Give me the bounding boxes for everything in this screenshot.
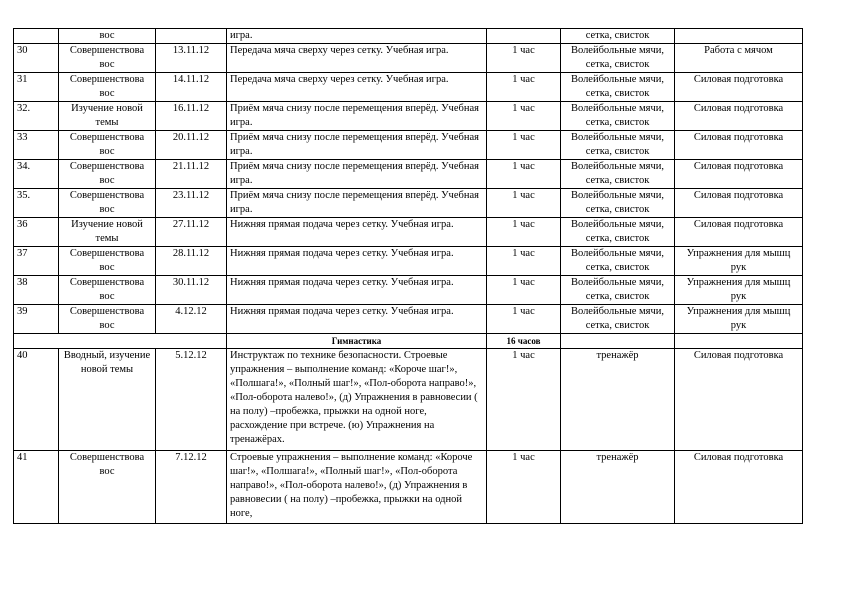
lesson-date-cell: 14.11.12 bbox=[156, 73, 227, 102]
lesson-number-cell: 37 bbox=[14, 247, 59, 276]
lesson-note-cell: Силовая подготовка bbox=[675, 102, 803, 131]
lesson-date-cell: 13.11.12 bbox=[156, 44, 227, 73]
lesson-note-cell: Упражнения для мышц рук bbox=[675, 247, 803, 276]
lesson-hours-cell: 1 час bbox=[487, 160, 561, 189]
lesson-topic-cell: Приём мяча снизу после перемещения вперёд. Учебная игра. bbox=[227, 102, 487, 131]
lesson-type-cell: Совершенствова вос bbox=[59, 131, 156, 160]
lesson-type-cell: Совершенствова вос bbox=[59, 160, 156, 189]
lesson-number-cell: 40 bbox=[14, 349, 59, 451]
lesson-hours-cell bbox=[487, 29, 561, 44]
lesson-hours-cell: 1 час bbox=[487, 276, 561, 305]
lesson-date-cell: 16.11.12 bbox=[156, 102, 227, 131]
lesson-hours-cell: 1 час bbox=[487, 44, 561, 73]
lesson-number-cell: 36 bbox=[14, 218, 59, 247]
table-row bbox=[14, 349, 803, 451]
empty-cell bbox=[561, 334, 675, 349]
lesson-topic-cell: Нижняя прямая подача через сетку. Учебная игра. bbox=[227, 247, 487, 276]
lesson-note-cell: Упражнения для мышц рук bbox=[675, 305, 803, 334]
lesson-equipment-cell: тренажёр bbox=[561, 451, 675, 524]
lesson-hours-cell: 1 час bbox=[487, 218, 561, 247]
section-row bbox=[14, 334, 803, 349]
lesson-type-cell: Вводный, изучение новой темы bbox=[59, 349, 156, 451]
lesson-number-cell: 32. bbox=[14, 102, 59, 131]
lesson-type-cell: Изучение новой темы bbox=[59, 102, 156, 131]
lesson-date-cell: 27.11.12 bbox=[156, 218, 227, 247]
lesson-equipment-cell: Волейбольные мячи, сетка, свисток bbox=[561, 102, 675, 131]
table-row bbox=[14, 160, 803, 189]
lesson-note-cell bbox=[675, 29, 803, 44]
lesson-topic-cell: Передача мяча сверху через сетку. Учебная игра. bbox=[227, 73, 487, 102]
table-row bbox=[14, 44, 803, 73]
lesson-topic-cell: Нижняя прямая подача через сетку. Учебная игра. bbox=[227, 218, 487, 247]
lesson-date-cell: 5.12.12 bbox=[156, 349, 227, 451]
lesson-type-cell: Изучение новой темы bbox=[59, 218, 156, 247]
lesson-number-cell: 39 bbox=[14, 305, 59, 334]
lesson-topic-cell: Нижняя прямая подача через сетку. Учебная игра. bbox=[227, 305, 487, 334]
section-title: Гимнастика bbox=[227, 334, 487, 349]
table-row bbox=[14, 102, 803, 131]
table-row bbox=[14, 189, 803, 218]
lesson-type-cell: Совершенствова вос bbox=[59, 189, 156, 218]
lesson-topic-cell: Инструктаж по технике безопасности. Строевые упражнения – выполнение команд: «Короче шаг!», «Полшага!», «Полный шаг!», «Пол-оборота направо!», «Пол-оборота налево!», (д) Упражнения в равновесии ( на полу) –пробежка, прыжки на одной ноге, расхождение при встрече. (ю) Упражнения на тренажёрах. bbox=[227, 349, 487, 451]
lesson-note-cell: Силовая подготовка bbox=[675, 73, 803, 102]
lesson-number-cell: 31 bbox=[14, 73, 59, 102]
lesson-note-cell: Силовая подготовка bbox=[675, 131, 803, 160]
lesson-equipment-cell: Волейбольные мячи, сетка, свисток bbox=[561, 218, 675, 247]
lesson-date-cell: 30.11.12 bbox=[156, 276, 227, 305]
lesson-type-cell: Совершенствова вос bbox=[59, 276, 156, 305]
lesson-type-cell: Совершенствова вос bbox=[59, 44, 156, 73]
lesson-topic-cell: Строевые упражнения – выполнение команд: «Короче шаг!», «Полшага!», «Полный шаг!», «Пол-оборота направо!», «Пол-оборота налево!», (д) Упражнения в равновесии ( на полу) –пробежка, прыжки на одной ноге, bbox=[227, 451, 487, 524]
lesson-type-cell: Совершенствова вос bbox=[59, 451, 156, 524]
lesson-equipment-cell: Волейбольные мячи, сетка, свисток bbox=[561, 189, 675, 218]
table-row bbox=[14, 218, 803, 247]
lesson-topic-cell: Нижняя прямая подача через сетку. Учебная игра. bbox=[227, 276, 487, 305]
lesson-note-cell: Силовая подготовка bbox=[675, 349, 803, 451]
table-row bbox=[14, 276, 803, 305]
lesson-type-cell: Совершенствова вос bbox=[59, 247, 156, 276]
lesson-equipment-cell: Волейбольные мячи, сетка, свисток bbox=[561, 131, 675, 160]
lesson-number-cell: 41 bbox=[14, 451, 59, 524]
lesson-date-cell: 20.11.12 bbox=[156, 131, 227, 160]
lesson-hours-cell: 1 час bbox=[487, 349, 561, 451]
lesson-type-cell: Совершенствова вос bbox=[59, 305, 156, 334]
lesson-number-cell: 33 bbox=[14, 131, 59, 160]
lesson-hours-cell: 1 час bbox=[487, 247, 561, 276]
table-row bbox=[14, 131, 803, 160]
lesson-date-cell: 7.12.12 bbox=[156, 451, 227, 524]
lesson-equipment-cell: Волейбольные мячи, сетка, свисток bbox=[561, 73, 675, 102]
lesson-number-cell: 30 bbox=[14, 44, 59, 73]
lesson-hours-cell: 1 час bbox=[487, 189, 561, 218]
lesson-number-cell: 38 bbox=[14, 276, 59, 305]
lesson-date-cell: 4.12.12 bbox=[156, 305, 227, 334]
lesson-note-cell: Силовая подготовка bbox=[675, 160, 803, 189]
lesson-date-cell bbox=[156, 29, 227, 44]
table-row bbox=[14, 451, 803, 524]
empty-cell bbox=[14, 334, 227, 349]
lesson-equipment-cell: Волейбольные мячи, сетка, свисток bbox=[561, 44, 675, 73]
lesson-note-cell: Силовая подготовка bbox=[675, 451, 803, 524]
lesson-equipment-cell: Волейбольные мячи, сетка, свисток bbox=[561, 305, 675, 334]
lesson-hours-cell: 1 час bbox=[487, 131, 561, 160]
lesson-topic-cell: Передача мяча сверху через сетку. Учебная игра. bbox=[227, 44, 487, 73]
lesson-hours-cell: 1 час bbox=[487, 102, 561, 131]
lesson-note-cell: Силовая подготовка bbox=[675, 189, 803, 218]
lesson-note-cell: Упражнения для мышц рук bbox=[675, 276, 803, 305]
table-row bbox=[14, 247, 803, 276]
table-row bbox=[14, 305, 803, 334]
lesson-type-cell: Совершенствова вос bbox=[59, 73, 156, 102]
lesson-plan-table bbox=[13, 28, 803, 524]
lesson-note-cell: Силовая подготовка bbox=[675, 218, 803, 247]
lesson-note-cell: Работа с мячом bbox=[675, 44, 803, 73]
lesson-number-cell: 35. bbox=[14, 189, 59, 218]
lesson-hours-cell: 1 час bbox=[487, 305, 561, 334]
lesson-equipment-cell: Волейбольные мячи, сетка, свисток bbox=[561, 160, 675, 189]
lesson-topic-cell: Приём мяча снизу после перемещения вперёд. Учебная игра. bbox=[227, 160, 487, 189]
lesson-topic-cell: игра. bbox=[227, 29, 487, 44]
lesson-type-cell: вос bbox=[59, 29, 156, 44]
lesson-date-cell: 23.11.12 bbox=[156, 189, 227, 218]
lesson-topic-cell: Приём мяча снизу после перемещения вперёд. Учебная игра. bbox=[227, 189, 487, 218]
table-row bbox=[14, 29, 803, 44]
lesson-hours-cell: 1 час bbox=[487, 73, 561, 102]
lesson-number-cell: 34. bbox=[14, 160, 59, 189]
lesson-equipment-cell: тренажёр bbox=[561, 349, 675, 451]
lesson-equipment-cell: Волейбольные мячи, сетка, свисток bbox=[561, 276, 675, 305]
lesson-hours-cell: 1 час bbox=[487, 451, 561, 524]
empty-cell bbox=[675, 334, 803, 349]
lesson-number-cell bbox=[14, 29, 59, 44]
lesson-date-cell: 21.11.12 bbox=[156, 160, 227, 189]
lesson-topic-cell: Приём мяча снизу после перемещения вперёд. Учебная игра. bbox=[227, 131, 487, 160]
lesson-equipment-cell: сетка, свисток bbox=[561, 29, 675, 44]
lesson-date-cell: 28.11.12 bbox=[156, 247, 227, 276]
table-row bbox=[14, 73, 803, 102]
lesson-equipment-cell: Волейбольные мячи, сетка, свисток bbox=[561, 247, 675, 276]
section-hours: 16 часов bbox=[487, 334, 561, 349]
